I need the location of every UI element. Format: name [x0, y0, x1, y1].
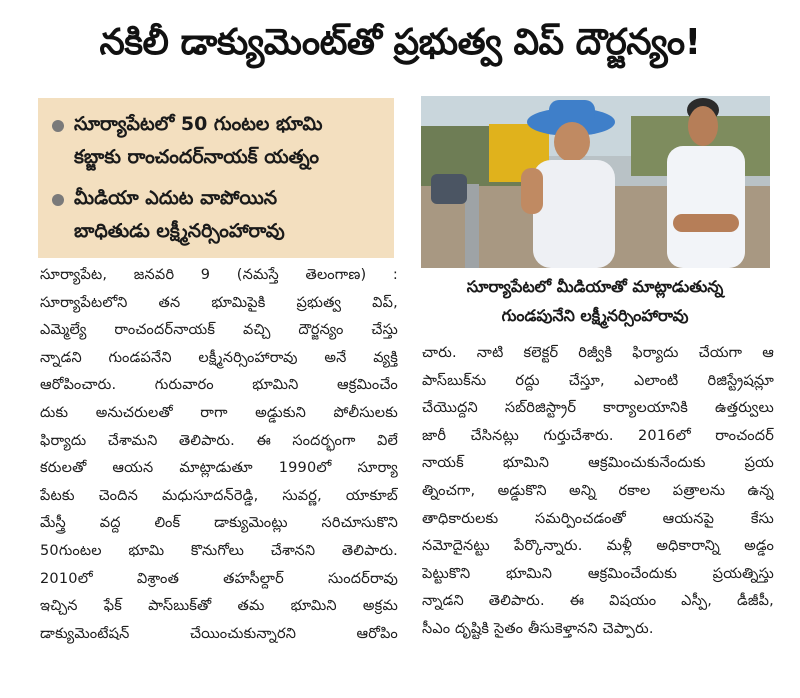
- photo-illustration: [421, 96, 770, 268]
- caption-line: గుండపునేని లక్ష్మీనర్సింహారావు: [501, 306, 689, 325]
- article-line: మేస్త్రీ వద్ద లింక్ డాక్యుమెంట్లు సరిచూసుకొని: [40, 515, 398, 532]
- article-line: డాక్యుమెంటేషన్ చేయించుకున్నారని ఆరోపిం: [40, 625, 398, 642]
- photo-face-right: [688, 106, 718, 146]
- photo-arms-right: [673, 214, 739, 232]
- highlight-line: కబ్జాకు రాంచందర్‌నాయక్ యత్నం: [74, 146, 319, 168]
- caption-line: సూర్యాపేటలో మీడియాతో మాట్లాడుతున్న: [466, 277, 724, 296]
- highlights-box: [38, 98, 394, 258]
- photo-shirt-left: [533, 160, 615, 268]
- article-line: జారీ చేసినట్లు గుర్తుచేశారు. 2016లో రాంచందర్: [422, 427, 774, 444]
- bullet-icon: [52, 194, 64, 206]
- article-line: తాధికారులకు సమర్పించడంతో ఆయనపై కేసు: [422, 510, 774, 527]
- article-line: ఎమ్మెల్యే రాంచందర్‌నాయక్ వచ్చి దౌర్జన్యం చేస్తు: [40, 322, 398, 339]
- article-line: దుకు అనుచరులతో రాగా అడ్డుకుని పోలీసులకు: [40, 404, 398, 421]
- highlight-line: మీడియా ఎదుట వాపోయిన: [74, 187, 278, 209]
- photo-shirt-right: [667, 146, 745, 268]
- bullet-icon: [52, 120, 64, 132]
- photo-cap-top: [549, 100, 595, 124]
- photo-bike: [431, 174, 467, 204]
- article-line: న్నాడని గుండపనేని లక్ష్మీనర్సింహారావు అనే వ్యక్తి: [40, 349, 398, 366]
- article-column-right: [422, 340, 774, 644]
- article-line: పాస్‌బుక్‌ను రద్దు చేస్తూ, ఎలాంటి రిజిస్ట్రేషన్లూ: [422, 372, 774, 389]
- article-line: కరులతో ఆయన మాట్లాడుతూ 1990లో సూర్యా: [40, 460, 398, 477]
- article-line: 2010లో విశ్రాంత తహసీల్దార్ సుందర్‌రావు: [40, 570, 398, 587]
- article-line: త్నించగా, అడ్డుకొని అన్ని రకాల పత్రాలను ఉన్న: [422, 482, 774, 499]
- highlight-text: [74, 182, 285, 248]
- article-line: చారు. నాటి కలెక్టర్ రిజ్వీకి ఫిర్యాదు చేయగా ఆ: [422, 345, 774, 361]
- article-line: చేయొద్దని సబ్‌రిజిస్ట్రార్ కార్యాలయానికి ఉత్తర్వులు: [422, 400, 774, 417]
- photo-caption: [412, 272, 778, 334]
- article-line: పేటకు చెందిన మధుసూదన్‌రెడ్డి, సువర్ణ, యాకూబ్: [40, 487, 398, 504]
- photo-arm-left: [521, 168, 543, 214]
- article-line: ఇచ్చిన ఫేక్ పాస్‌బుక్‌తో తమ భూమిని అక్రమ: [40, 598, 398, 615]
- article-line: నమోదైనట్టు పేర్కొన్నారు. మళ్లీ అధికారాన్ని అడ్డం: [422, 538, 774, 555]
- news-photo: [421, 96, 770, 268]
- article-line: సీఎం దృష్టికి సైతం తీసుకెళ్తానని చెప్పారు.: [422, 620, 654, 637]
- article-line: 50గుంటల భూమి కొనుగోలు చేశానని తెలిపారు.: [40, 542, 398, 559]
- article-line: పెట్టుకొని భూమిని ఆక్రమించేందుకు ప్రయత్నిస్తు: [422, 565, 774, 582]
- photo-person-left: [521, 100, 615, 268]
- article-line: సూర్యాపేట, జనవరి 9 (నమస్తే తెలంగాణ) :: [40, 267, 398, 283]
- article-line: న్నాడని తెలిపారు. ఈ విషయం ఎస్పీ, డీజీపీ,: [422, 593, 774, 610]
- highlight-text: [74, 108, 322, 174]
- article-line: ఫిర్యాదు చేశామని తెలిపారు. ఈ సందర్భంగా విలే: [40, 432, 398, 449]
- photo-face-left: [554, 122, 590, 162]
- article-line: ఆరోపించారు. గురువారం భూమిని ఆక్రమించేం: [40, 377, 398, 394]
- headline: నకిలీ డాక్యుమెంట్‌తో ప్రభుత్వ విప్ దౌర్జన్యం!: [99, 22, 701, 63]
- highlight-line: సూర్యాపేటలో 50 గుంటల భూమి: [74, 113, 323, 135]
- article-line: నాయక్ భూమిని ఆక్రమించుకునేందుకు ప్రయ: [422, 455, 774, 472]
- photo-pole: [465, 184, 479, 268]
- highlight-item: [52, 182, 384, 248]
- highlight-item: [52, 108, 384, 174]
- article-column-left: [40, 262, 398, 648]
- article-line: సూర్యాపేటలోని తన భూమిపైకి ప్రభుత్వ విప్,: [40, 294, 398, 311]
- highlight-line: బాధితుడు లక్ష్మీనర్సింహారావు: [74, 220, 285, 242]
